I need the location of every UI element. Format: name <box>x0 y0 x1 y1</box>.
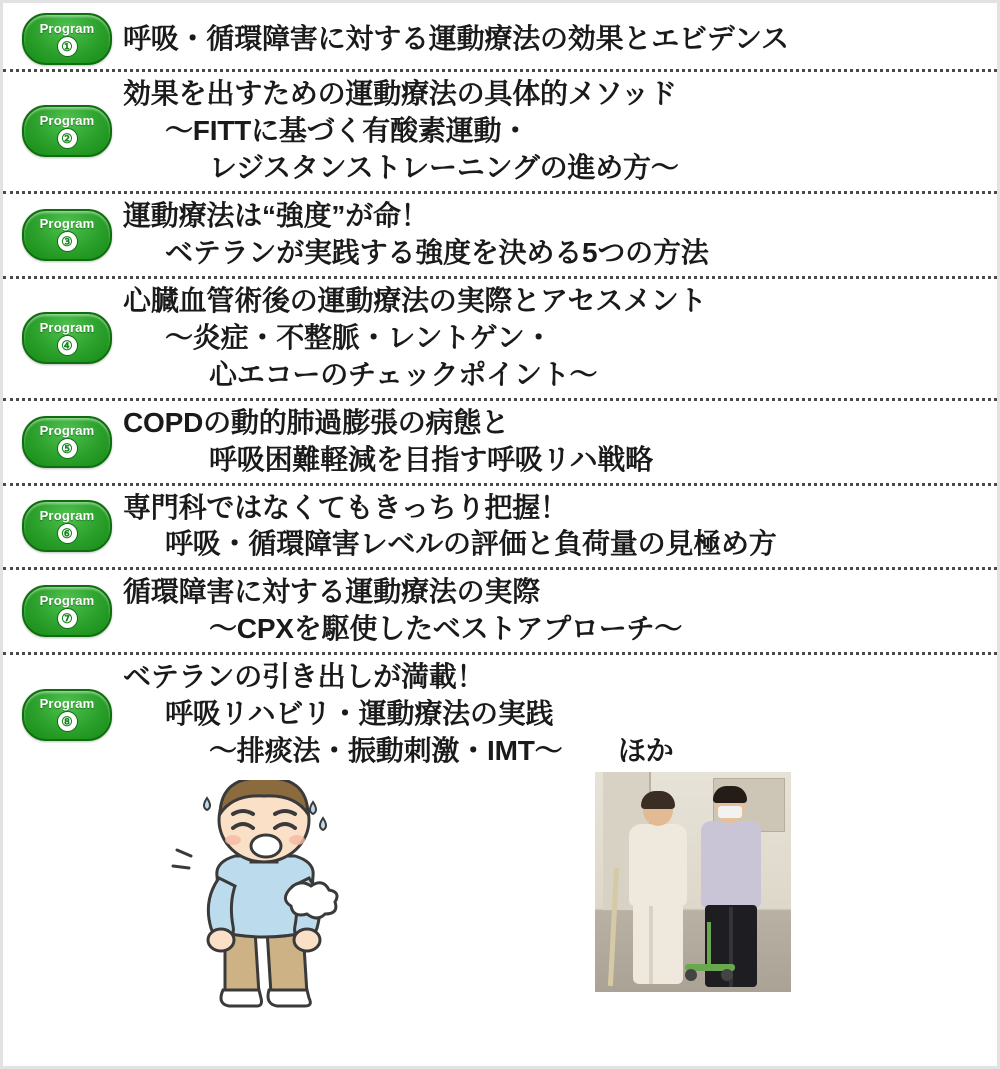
program-badge-word: Program <box>39 319 95 335</box>
cough-puff <box>285 883 337 918</box>
coughing-person-illustration <box>163 780 413 1015</box>
program-badge-number: ⑥ <box>57 523 78 544</box>
program-title <box>121 405 983 479</box>
device-wheel-right <box>721 969 733 981</box>
program-badge-cell <box>13 689 121 741</box>
program-title-line: COPDの動的肺過膨張の病態と <box>123 406 509 438</box>
program-row <box>3 9 997 72</box>
program-badge-word: Program <box>39 507 95 523</box>
program-title-line: 呼吸困難軽減を目指す呼吸リハ戦略 <box>209 443 653 475</box>
program-title <box>121 283 983 394</box>
program-badge <box>22 585 112 637</box>
program-badge-word: Program <box>39 20 95 36</box>
program-title-line: レジスタンストレーニングの進め方〜 <box>209 151 679 183</box>
program-badge <box>22 312 112 364</box>
program-row <box>3 570 997 655</box>
program-badge-word: Program <box>39 592 95 608</box>
program-title-line: 呼吸・循環障害レベルの評価と負荷量の見極め方 <box>165 528 777 560</box>
program-title <box>121 76 983 187</box>
therapist-torso <box>701 821 761 907</box>
device-pole <box>707 922 711 966</box>
program-title-line: 心臓血管術後の運動療法の実際とアセスメント <box>123 284 707 316</box>
program-row <box>3 401 997 486</box>
program-badge-cell <box>13 585 121 637</box>
program-badge-cell <box>13 209 121 261</box>
program-badge <box>22 416 112 468</box>
program-badge-cell <box>13 500 121 552</box>
program-row <box>3 655 997 774</box>
program-badge-cell <box>13 312 121 364</box>
patient-torso <box>629 824 687 906</box>
program-title-line: 〜炎症・不整脈・レントゲン・ <box>165 321 553 353</box>
program-row <box>3 279 997 401</box>
patient-legs <box>633 904 683 984</box>
program-badge-number: ① <box>57 36 78 57</box>
program-title <box>121 574 983 648</box>
therapist-hair <box>713 786 747 803</box>
program-badge-number: ③ <box>57 231 78 252</box>
program-title-line: 運動療法は“強度”が命！ <box>123 199 429 231</box>
program-badge-number: ⑤ <box>57 438 78 459</box>
program-title-line: 循環障害に対する運動療法の実際 <box>123 576 541 608</box>
program-title-line: 呼吸リハビリ・運動療法の実践 <box>165 698 554 730</box>
program-badge-number: ⑧ <box>57 711 78 732</box>
program-badge-word: Program <box>39 423 95 439</box>
program-badge <box>22 689 112 741</box>
program-badge-cell <box>13 13 121 65</box>
program-badge <box>22 500 112 552</box>
program-badge-cell <box>13 105 121 157</box>
program-title <box>121 490 983 564</box>
program-row <box>3 486 997 571</box>
program-badge <box>22 13 112 65</box>
program-title <box>121 21 983 58</box>
program-badge-word: Program <box>39 216 95 232</box>
program-badge-number: ② <box>57 128 78 149</box>
rehab-photo <box>595 772 791 992</box>
patient-leg-split <box>649 906 653 984</box>
program-title-line: 心エコーのチェックポイント〜 <box>209 358 598 390</box>
program-badge-cell <box>13 416 121 468</box>
program-title-line: 〜CPXを駆使したベストアプローチ〜 <box>209 613 683 645</box>
program-badge-number: ⑦ <box>57 608 78 629</box>
therapist-mask <box>718 806 742 818</box>
program-badge <box>22 105 112 157</box>
media-area <box>3 780 997 1030</box>
program-row <box>3 72 997 194</box>
photo-walker-device <box>683 922 737 982</box>
photo-patient <box>625 794 691 984</box>
program-list <box>3 3 997 774</box>
program-title-line: ベテランの引き出しが満載！ <box>123 661 485 693</box>
program-title-line: ベテランが実践する強度を決める5つの方法 <box>165 236 709 268</box>
program-title-line: 効果を出すための運動療法の具体的メソッド <box>123 78 677 109</box>
program-badge-number: ④ <box>57 335 78 356</box>
program-title <box>121 659 983 770</box>
device-wheel-left <box>685 969 697 981</box>
program-title-line: 〜排痰法・振動刺激・IMT〜 ほか <box>209 735 674 767</box>
program-title-line: 専門科ではなくてもきっちり把握！ <box>123 491 568 523</box>
program-badge-word: Program <box>39 696 95 712</box>
program-title <box>121 198 983 272</box>
program-title-line: 〜FITTに基づく有酸素運動・ <box>165 114 530 146</box>
program-title-line: 呼吸・循環障害に対する運動療法の効果とエビデンス <box>123 22 789 54</box>
program-badge <box>22 209 112 261</box>
program-badge-word: Program <box>39 112 95 128</box>
program-row <box>3 194 997 279</box>
patient-hair <box>641 791 675 809</box>
